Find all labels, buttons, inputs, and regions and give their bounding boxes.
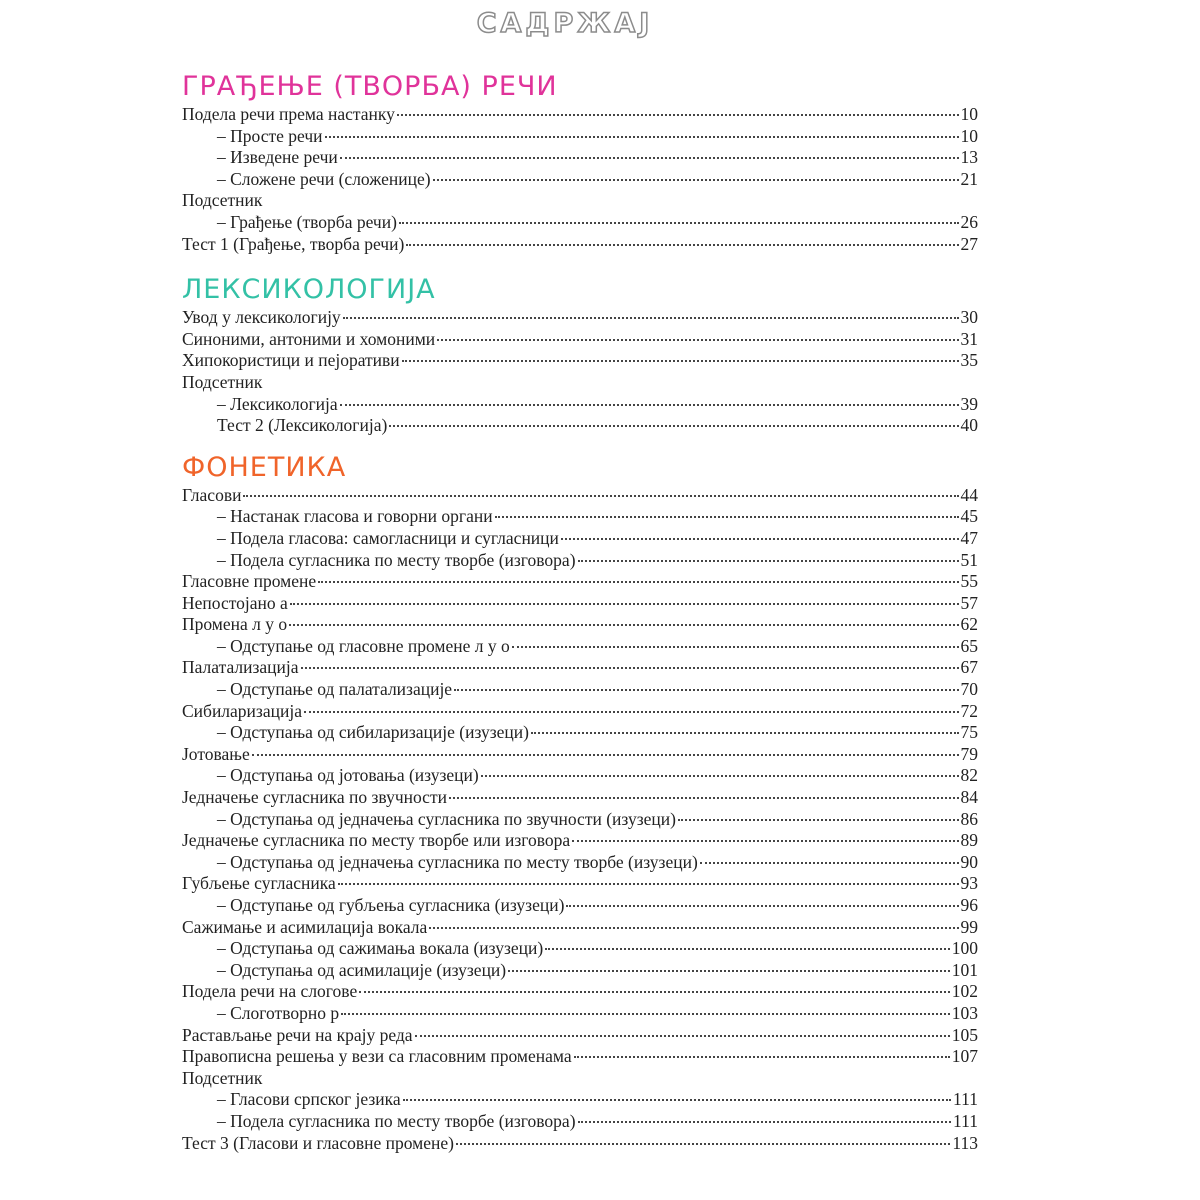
- toc-entry-page-number: 39: [960, 393, 978, 414]
- dot-leader: [301, 667, 959, 669]
- toc-entry-label: Подела речи на слогове: [182, 981, 358, 1002]
- toc-entry-label: – Подела гласова: самогласници и сугласници: [217, 527, 559, 548]
- toc-entry-label: Синоними, антоними и хомоними: [182, 328, 436, 349]
- toc-entry-label: – Изведене речи: [217, 147, 338, 168]
- toc-entry[interactable]: [182, 701, 978, 723]
- dot-leader: [341, 1013, 950, 1015]
- toc-entry-label: Једначење сугласника по месту творбе или изговора: [182, 830, 571, 851]
- dot-leader: [406, 244, 958, 246]
- dot-leader: [290, 603, 959, 605]
- dot-leader: [578, 1121, 952, 1123]
- toc-entry[interactable]: [182, 852, 978, 874]
- toc-entry-page-number: 45: [960, 506, 978, 527]
- dot-leader: [481, 775, 959, 777]
- toc-entry-label: – Одступања од једначења сугласника по месту творбе (изузеци): [217, 851, 698, 872]
- toc-entry[interactable]: [182, 809, 978, 831]
- toc-entry-page-number: 82: [960, 765, 978, 786]
- dot-leader: [389, 425, 958, 427]
- toc-entry-label: Палатализација: [182, 657, 299, 678]
- dot-leader: [359, 991, 950, 993]
- toc-entry-page-number: 75: [960, 722, 978, 743]
- dot-leader: [572, 840, 958, 842]
- toc-entry[interactable]: [182, 307, 978, 329]
- toc-entry-label: Тест 2 (Лексикологија): [217, 415, 388, 436]
- toc-entry-page-number: 103: [951, 1002, 978, 1023]
- toc-entry-page-number: 105: [951, 1024, 978, 1045]
- toc-entry-label: – Одступања од јотовања (изузеци): [217, 765, 479, 786]
- toc-entry-label: Јотовање: [182, 743, 250, 764]
- toc-entry-label: Подсетник: [182, 190, 263, 211]
- toc-entry[interactable]: [182, 126, 978, 148]
- toc-entry-page-number: 84: [960, 787, 978, 808]
- toc-entry[interactable]: [182, 394, 978, 416]
- toc-entry[interactable]: [182, 657, 978, 679]
- dot-leader: [700, 862, 959, 864]
- dot-leader: [574, 1056, 950, 1058]
- toc-entry-label: – Одступања од асимилације (изузеци): [217, 959, 507, 980]
- toc-entry-page-number: 26: [960, 211, 978, 232]
- toc-entry[interactable]: [182, 873, 978, 895]
- toc-entry[interactable]: [182, 938, 978, 960]
- toc-entry-page-number: 113: [952, 1132, 978, 1153]
- toc-entry-page-number: 51: [960, 549, 978, 570]
- toc-entry[interactable]: [182, 190, 978, 212]
- dot-leader: [252, 754, 959, 756]
- toc-entry-label: Гласови: [182, 484, 242, 505]
- section-heading: ЛЕКСИКОЛОГИЈА: [182, 274, 436, 306]
- dot-leader: [429, 927, 958, 929]
- toc-entry[interactable]: [182, 329, 978, 351]
- toc-entry[interactable]: [182, 571, 978, 593]
- toc-entry[interactable]: [182, 1046, 978, 1068]
- toc-entry-page-number: 35: [960, 350, 978, 371]
- toc-entry-label: – Просте речи: [217, 125, 323, 146]
- toc-entry-label: – Подела сугласника по месту творбе (изговора): [217, 549, 576, 570]
- toc-entry-label: Непостојано а: [182, 592, 288, 613]
- section-gap: [182, 255, 978, 273]
- toc-entry[interactable]: [182, 415, 978, 437]
- dot-leader: [403, 1099, 951, 1101]
- toc-entry[interactable]: [182, 636, 978, 658]
- toc-entry-label: – Слоготворно р: [217, 1002, 340, 1023]
- toc-entry-label: – Одступање од гласовне промене л у о: [217, 635, 510, 656]
- dot-leader: [566, 905, 958, 907]
- toc-entry-page-number: 99: [960, 916, 978, 937]
- dot-leader: [415, 1035, 950, 1037]
- toc-entry[interactable]: [182, 765, 978, 787]
- toc-entry-label: Сибиларизација: [182, 700, 302, 721]
- toc-entry-label: – Сложене речи (сложенице): [217, 168, 431, 189]
- toc-entry[interactable]: [182, 147, 978, 169]
- toc-entry-page-number: 93: [960, 873, 978, 894]
- dot-leader: [304, 711, 959, 713]
- toc-entry-page-number: 31: [960, 328, 978, 349]
- toc-entry-page-number: 62: [960, 614, 978, 635]
- toc-entry[interactable]: [182, 485, 978, 507]
- dot-leader: [437, 339, 958, 341]
- dot-leader: [243, 495, 958, 497]
- dot-leader: [402, 360, 959, 362]
- toc-entry[interactable]: [182, 960, 978, 982]
- toc-entry-label: Сажимање и асимилација вокала: [182, 916, 428, 937]
- toc-entry[interactable]: [182, 528, 978, 550]
- dot-leader: [433, 179, 959, 181]
- toc-entry-label: Гласовне промене: [182, 571, 317, 592]
- dot-leader: [578, 560, 959, 562]
- toc-entry-page-number: 90: [960, 851, 978, 872]
- toc-entry-page-number: 27: [960, 233, 978, 254]
- dot-leader: [318, 581, 958, 583]
- toc-entry[interactable]: [182, 169, 978, 191]
- toc-entry[interactable]: [182, 787, 978, 809]
- toc-entry-label: Растављање речи на крају реда: [182, 1024, 413, 1045]
- toc-entry-label: Тест 3 (Гласови и гласовне промене): [182, 1132, 454, 1153]
- table-of-contents: [182, 70, 978, 1154]
- dot-leader: [512, 646, 959, 648]
- section-gap: [182, 437, 978, 451]
- toc-entry[interactable]: [182, 1003, 978, 1025]
- toc-entry[interactable]: [182, 234, 978, 256]
- toc-entry-page-number: 13: [960, 147, 978, 168]
- dot-leader: [338, 883, 959, 885]
- toc-entry-page-number: 21: [960, 168, 978, 189]
- dot-leader: [456, 1143, 950, 1145]
- toc-entry[interactable]: [182, 917, 978, 939]
- toc-entry-page-number: 70: [960, 679, 978, 700]
- toc-entry-label: – Настанак гласова и говорни органи: [217, 506, 493, 527]
- toc-entry-label: – Одступања од сибиларизације (изузеци): [217, 722, 529, 743]
- dot-leader: [495, 516, 959, 518]
- toc-entry-page-number: 96: [960, 895, 978, 915]
- dot-leader: [343, 317, 959, 319]
- dot-leader: [289, 624, 958, 626]
- toc-entry-page-number: 101: [951, 959, 978, 980]
- toc-entry-page-number: 86: [960, 808, 978, 829]
- toc-entry[interactable]: [182, 104, 978, 126]
- toc-entry[interactable]: [182, 1025, 978, 1047]
- toc-entry[interactable]: [182, 981, 978, 1003]
- toc-entry-label: Подсетник: [182, 1067, 263, 1088]
- toc-entry-label: Увод у лексикологију: [182, 307, 341, 328]
- toc-entry-label: – Одступање од губљења сугласника (изузеци): [217, 895, 565, 915]
- toc-entry-label: Правописна решења у вези са гласовним променама: [182, 1046, 572, 1067]
- toc-entry-page-number: 102: [951, 981, 978, 1002]
- toc-entry-page-number: 89: [960, 830, 978, 851]
- toc-entry-label: – Гласови српског језика: [217, 1089, 401, 1110]
- toc-entry-page-number: 107: [951, 1046, 978, 1067]
- toc-entry[interactable]: [182, 550, 978, 572]
- toc-entry-label: Тест 1 (Грађење, творба речи): [182, 233, 405, 254]
- toc-entry-page-number: 10: [960, 125, 978, 146]
- toc-entry-label: Губљење сугласника: [182, 873, 336, 894]
- toc-entry-page-number: 111: [953, 1110, 978, 1131]
- toc-entry-label: Једначење сугласника по звучности: [182, 787, 447, 808]
- section-heading: ФОНЕТИКА: [182, 451, 347, 483]
- dot-leader: [678, 819, 959, 821]
- toc-entry-label: – Грађење (творба речи): [217, 211, 397, 232]
- dot-leader: [508, 970, 950, 972]
- dot-leader: [545, 948, 950, 950]
- toc-entry[interactable]: [182, 722, 978, 744]
- toc-entry-page-number: 47: [960, 527, 978, 548]
- dot-leader: [325, 136, 959, 138]
- toc-entry-label: – Одступање од палатализације: [217, 679, 453, 700]
- dot-leader: [340, 157, 959, 159]
- toc-entry-page-number: 79: [960, 743, 978, 764]
- toc-entry[interactable]: [182, 614, 978, 636]
- page-title: САДРЖАЈ: [476, 8, 654, 39]
- toc-entry-page-number: 40: [960, 415, 978, 436]
- toc-entry[interactable]: [182, 744, 978, 766]
- toc-entry[interactable]: [182, 350, 978, 372]
- toc-entry-label: Подела речи према настанку: [182, 104, 395, 124]
- toc-entry-page-number: 72: [960, 700, 978, 721]
- toc-entry[interactable]: [182, 1068, 978, 1090]
- section-heading: ГРАЂЕЊЕ (ТВОРБА) РЕЧИ: [182, 71, 558, 102]
- toc-entry-page-number: 44: [960, 484, 978, 505]
- toc-entry[interactable]: [182, 830, 978, 852]
- toc-entry[interactable]: [182, 593, 978, 615]
- toc-entry-page-number: 10: [960, 104, 978, 124]
- toc-entry[interactable]: [182, 679, 978, 701]
- toc-entry[interactable]: [182, 1133, 978, 1155]
- toc-entry-page-number: 30: [960, 307, 978, 328]
- toc-entry-page-number: 55: [960, 571, 978, 592]
- dot-leader: [561, 538, 959, 540]
- toc-entry-label: – Одступања од једначења сугласника по звучности (изузеци): [217, 808, 676, 829]
- toc-entry[interactable]: [182, 372, 978, 394]
- toc-entry-page-number: 67: [960, 657, 978, 678]
- toc-entry-label: – Подела сугласника по месту творбе (изговора): [217, 1110, 576, 1131]
- dot-leader: [449, 797, 959, 799]
- toc-entry-page-number: 65: [960, 635, 978, 656]
- dot-leader: [454, 689, 958, 691]
- toc-entry-page-number: 100: [951, 938, 978, 959]
- toc-entry[interactable]: [182, 506, 978, 528]
- toc-entry-label: Хипокористици и пејоративи: [182, 350, 400, 371]
- dot-leader: [399, 222, 959, 224]
- toc-entry-page-number: 111: [953, 1089, 978, 1110]
- toc-entry[interactable]: [182, 1111, 978, 1133]
- dot-leader: [397, 114, 959, 116]
- toc-entry[interactable]: [182, 895, 978, 917]
- dot-leader: [531, 732, 959, 734]
- toc-entry-label: – Лексикологија: [217, 393, 338, 414]
- toc-entry[interactable]: [182, 212, 978, 234]
- toc-entry[interactable]: [182, 1089, 978, 1111]
- toc-entry-label: Подсетник: [182, 371, 263, 392]
- dot-leader: [340, 404, 959, 406]
- toc-entry-label: Промена л у о: [182, 614, 288, 635]
- toc-entry-label: – Одступања од сажимања вокала (изузеци): [217, 938, 544, 959]
- toc-entry-page-number: 57: [960, 592, 978, 613]
